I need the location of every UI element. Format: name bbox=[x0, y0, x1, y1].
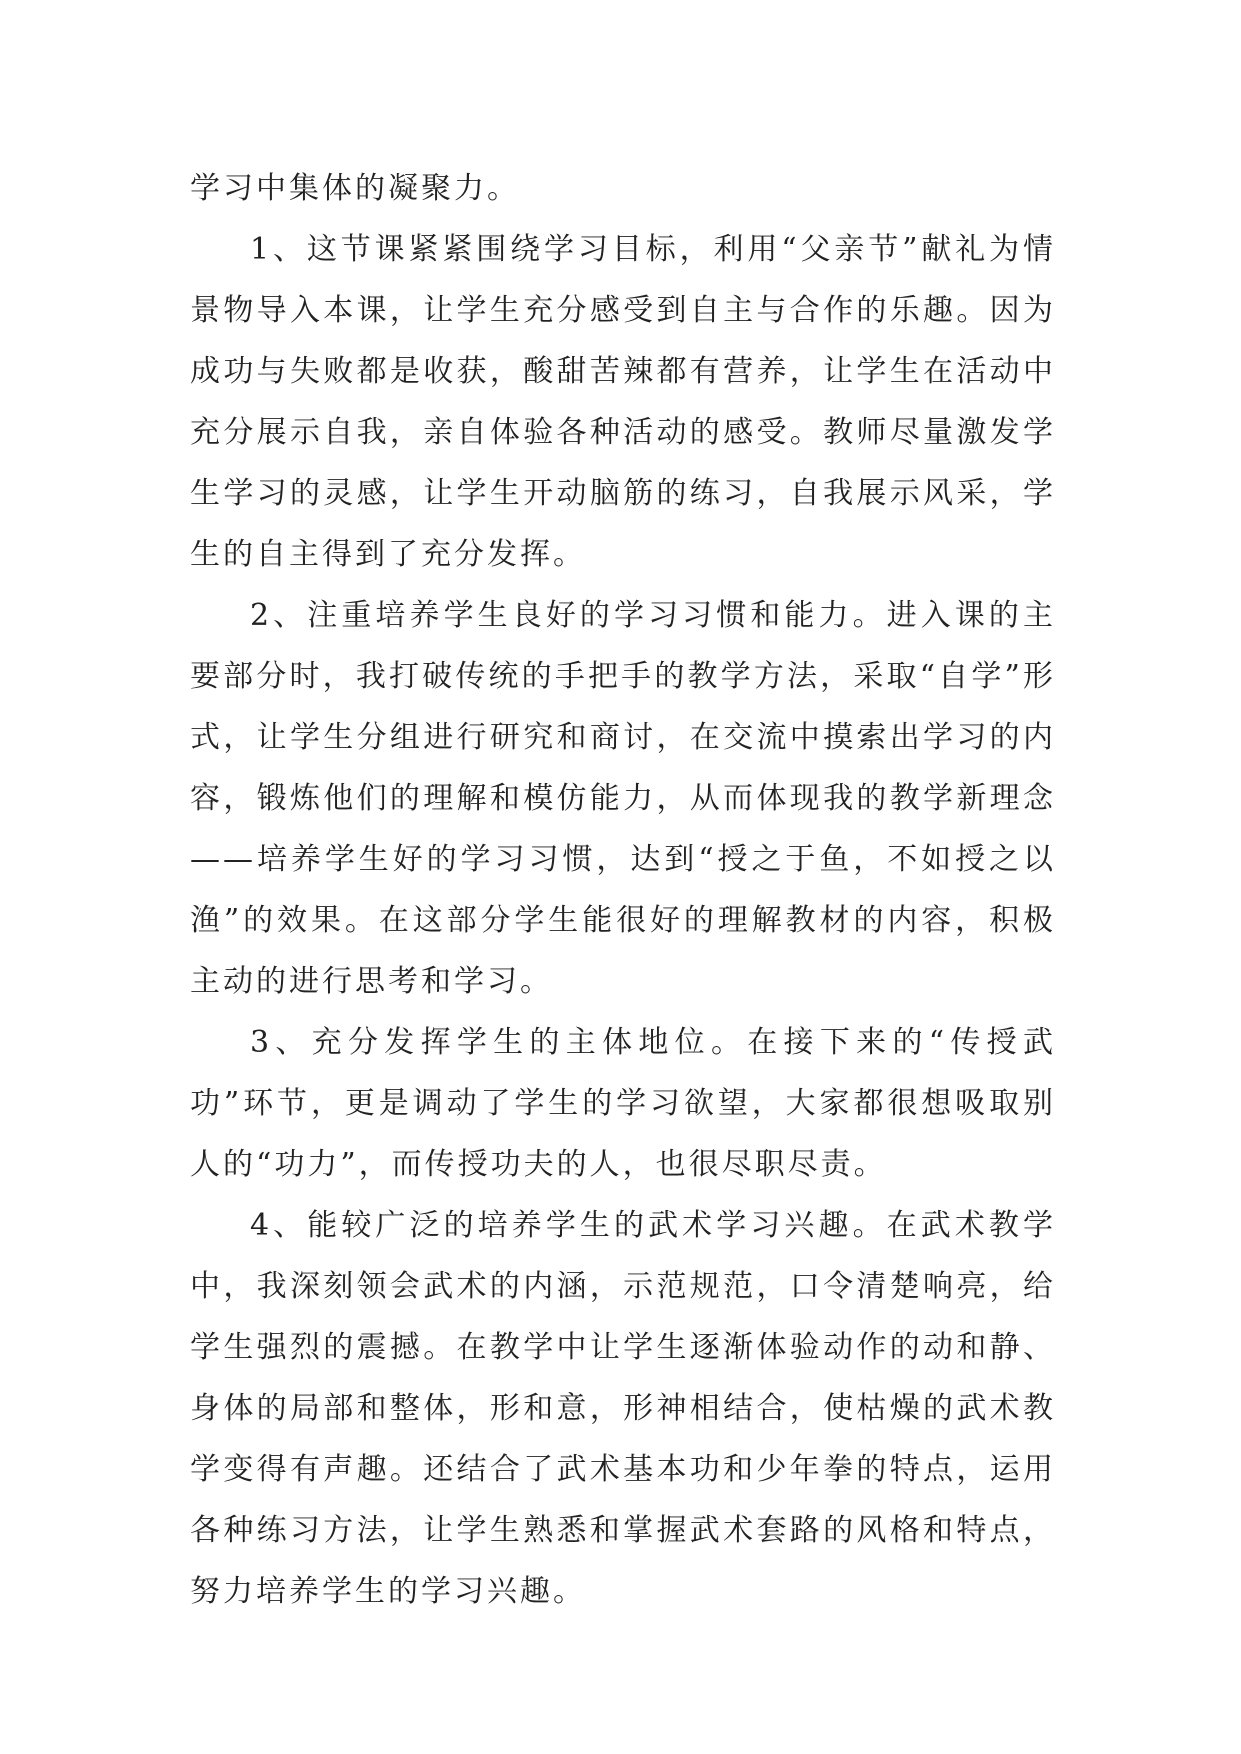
paragraph-point-4: 4、能较广泛的培养学生的武术学习兴趣。在武术教学中，我深刻领会武术的内涵，示范规范，口令清楚响亮，给学生强烈的震撼。在教学中让学生逐渐体验动作的动和静、身体的局部和整体，形和意，形神相结合，使枯燥的武术教学变得有声趣。还结合了武术基本功和少年拳的特点，运用各种练习方法，让学生熟悉和掌握武术套路的风格和特点，努力培养学生的学习兴趣。 bbox=[190, 1208, 1056, 1609]
paragraph-point-1: 1、这节课紧紧围绕学习目标，利用“父亲节”献礼为情景物导入本课，让学生充分感受到自主与合作的乐趣。因为成功与失败都是收获，酸甜苦辣都有营养，让学生在活动中充分展示自我，亲自体验各种活动的感受。教师尽量激发学生学习的灵感，让学生开动脑筋的练习，自我展示风采，学生的自主得到了充分发挥。 bbox=[190, 232, 1056, 572]
paragraph-point-2: 2、注重培养学生良好的学习习惯和能力。进入课的主要部分时，我打破传统的手把手的教学方法，采取“自学”形式，让学生分组进行研究和商讨，在交流中摸索出学习的内容，锻炼他们的理解和模仿能力，从而体现我的教学新理念——培养学生好的学习习惯，达到“授之于鱼，不如授之以渔”的效果。在这部分学生能很好的理解教材的内容，积极主动的进行思考和学习。 bbox=[190, 598, 1056, 999]
paragraph-point-3: 3、充分发挥学生的主体地位。在接下来的“传授武功”环节，更是调动了学生的学习欲望，大家都很想吸取别人的“功力”，而传授功夫的人，也很尽职尽责。 bbox=[190, 1025, 1056, 1182]
document-page bbox=[190, 158, 1056, 1622]
paragraph-continuation: 学习中集体的凝聚力。 bbox=[190, 171, 520, 206]
